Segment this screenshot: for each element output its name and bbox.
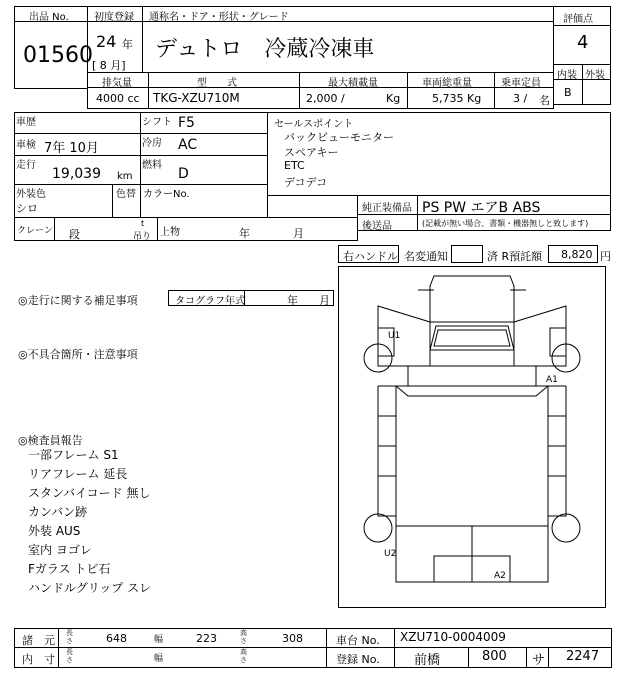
upper-year: 年 — [239, 227, 250, 240]
inspector-item: 一部フレーム S1 — [28, 448, 119, 462]
inner-height-label: 高さ — [240, 648, 247, 664]
width-label: 幅 — [154, 635, 164, 645]
first-reg-label: 初度登録 — [94, 12, 134, 23]
tacho-year: 年 — [287, 294, 298, 307]
ac-label: 冷房 — [142, 138, 162, 149]
ext-color-value: シロ — [16, 202, 38, 215]
inspector-item: リアフレーム 延長 — [28, 467, 128, 481]
roof-front-edge — [396, 386, 548, 396]
sales-points-box — [267, 112, 611, 196]
lot-no-label-cell — [14, 6, 88, 22]
capacity-cell — [494, 87, 554, 109]
body-right-side — [548, 386, 566, 516]
front-bumper — [408, 366, 536, 386]
fuel-value: D — [178, 166, 189, 182]
handle-value: 右ハンドル — [343, 250, 398, 263]
equipment-value: PS PW エアB ABS — [422, 200, 541, 216]
crane-lift: 吊り — [133, 232, 152, 242]
driving-notes-label: ◎走行に関する補足事項 — [18, 294, 138, 307]
capacity: 3 / — [513, 92, 528, 105]
gross-weight: 5,735 Kg — [432, 92, 482, 105]
mark-a2: A2 — [494, 571, 506, 581]
handle-box — [338, 245, 399, 263]
first-reg-month: [ 8 月] — [92, 59, 126, 72]
interior-label-cell — [553, 64, 583, 80]
left-panels — [378, 416, 396, 476]
upper-label: 上物 — [160, 227, 180, 238]
displacement-cell — [87, 87, 149, 109]
type-label: 型 式 — [197, 78, 237, 89]
ac-value: AC — [178, 137, 198, 153]
max-load: 2,000 / — [306, 92, 345, 105]
interior-label: 内装 — [557, 70, 577, 81]
documents-note: (記載が無い場合、書類・機器無しと致します) — [422, 219, 589, 228]
length-value: 648 — [106, 632, 127, 645]
cab-right-side — [514, 306, 566, 366]
displacement-label-cell — [87, 72, 149, 88]
reg-area: 前橋 — [414, 653, 441, 668]
sales-point-4: デコデコ — [284, 176, 328, 189]
tacho-month: 月 — [319, 294, 330, 307]
interior-grade: B — [564, 86, 572, 99]
inner-length-label: 長さ — [66, 648, 73, 664]
tacho-label: タコグラフ年式 — [175, 296, 245, 307]
width-value: 223 — [196, 632, 217, 645]
name-change-label: 名変通知 — [404, 250, 448, 263]
reg-number: 2247 — [566, 649, 600, 664]
lot-no-cell — [14, 21, 93, 89]
mark-u2: U2 — [384, 549, 397, 559]
gross-weight-cell — [407, 87, 495, 109]
sales-point-1: バックビューモニター — [284, 131, 394, 144]
fuel-label: 燃料 — [142, 160, 162, 171]
chassis-label: 車台 No. — [336, 634, 380, 647]
exterior-label: 外装 — [585, 70, 605, 81]
inspector-item: ハンドルグリップ スレ — [28, 581, 152, 595]
type-label-cell — [148, 72, 300, 88]
crane-tons: t — [141, 219, 145, 228]
equipment-label: 純正装備品 — [362, 203, 412, 214]
model-label: 通称名・ドア・形状・グレード — [149, 12, 289, 23]
reg-kana: サ — [532, 653, 546, 668]
first-reg-year-unit: 年 — [122, 38, 133, 51]
truck-diagram — [338, 266, 606, 608]
displacement-label: 排気量 — [102, 78, 132, 89]
sales-point-2: スペアキー — [284, 146, 339, 159]
capacity-label: 乗車定員 — [501, 78, 541, 89]
model-cell — [142, 21, 554, 73]
inspector-item: 室内 ヨゴレ — [28, 543, 92, 557]
recycle-amount: 8,820 — [561, 248, 593, 261]
displacement: 4000 cc — [96, 92, 140, 105]
inspector-item: 外装 AUS — [28, 524, 81, 538]
cab-left-side — [378, 306, 430, 366]
upper-month: 月 — [293, 227, 304, 240]
footer-frame — [14, 628, 612, 668]
history-label: 車歴 — [16, 117, 36, 128]
tacho-box — [168, 290, 334, 306]
grade: 4 — [577, 32, 589, 53]
max-load-cell — [299, 87, 408, 109]
inner-dims-label: 内 寸 — [22, 653, 55, 666]
defects-label: ◎不具合箇所・注意事項 — [18, 348, 138, 361]
crane-row — [14, 217, 358, 241]
lot-no: 01560 — [23, 43, 93, 68]
inspector-items — [28, 446, 151, 598]
height-label: 高さ — [240, 629, 247, 645]
name-change-box — [451, 245, 483, 263]
reg-class: 800 — [482, 649, 507, 664]
max-load-unit: Kg — [386, 92, 401, 105]
inspection-value: 7年 10月 — [44, 141, 99, 156]
model-name: デュトロ 冷蔵冷凍車 — [155, 37, 375, 62]
length-label: 長さ — [66, 629, 73, 645]
mileage-unit: km — [117, 171, 133, 182]
interior-grade-cell — [553, 79, 583, 105]
right-door — [550, 328, 566, 356]
inspector-item: スタンバイコード 無し — [28, 486, 151, 500]
grade-label-cell — [553, 6, 611, 26]
crane-steps: 段 — [69, 228, 80, 241]
ext-color-label: 外装色 — [16, 189, 46, 200]
detail-frame — [14, 112, 268, 218]
chassis-value: XZU710-0004009 — [400, 630, 506, 644]
dims-label: 諸 元 — [22, 634, 55, 647]
gross-weight-label: 車両総重量 — [422, 78, 472, 89]
documents-label: 後送品 — [362, 221, 392, 232]
rear-right-wheel — [552, 514, 580, 542]
capacity-label-cell — [494, 72, 554, 88]
exterior-label-cell — [582, 64, 611, 80]
mileage-value: 19,039 — [52, 166, 101, 182]
mark-a1: A1 — [546, 375, 558, 385]
shift-value: F5 — [178, 115, 195, 131]
inner-width-label: 幅 — [154, 654, 164, 664]
capacity-unit: 名 — [539, 94, 550, 107]
first-reg-cell — [87, 21, 143, 73]
model-label-cell — [142, 6, 554, 22]
first-reg-label-cell — [87, 6, 143, 22]
exterior-grade-cell — [582, 79, 611, 105]
right-panels — [548, 416, 566, 476]
lot-no-label: 出品 No. — [29, 12, 69, 23]
equipment-box — [357, 195, 611, 215]
cab-roof — [430, 276, 514, 322]
color-change-label: 色替 — [116, 189, 136, 200]
reg-label: 登録 No. — [336, 653, 380, 666]
inspector-label: ◎検査員報告 — [18, 434, 83, 447]
grade-cell — [553, 25, 611, 65]
sales-points-label: セールスポイント — [274, 119, 354, 130]
inspector-item: Fガラス トビ石 — [28, 562, 111, 576]
height-value: 308 — [282, 632, 303, 645]
color-code-label: カラーNo. — [143, 189, 190, 200]
max-load-label: 最大積載量 — [328, 78, 378, 89]
inspector-item: カンバン跡 — [28, 505, 88, 519]
rear-left-wheel — [364, 514, 392, 542]
grade-label: 評価点 — [563, 14, 593, 25]
type: TKG-XZU710M — [153, 91, 240, 105]
recycle-unit: 円 — [600, 250, 611, 263]
mark-u1: U1 — [388, 331, 401, 341]
recycle-label: 済 R預託額 — [487, 250, 543, 263]
crane-label: クレーン — [17, 226, 53, 236]
windshield-inner — [434, 330, 510, 346]
documents-box — [357, 214, 611, 231]
inspection-label: 車検 — [16, 140, 36, 151]
type-cell — [148, 87, 300, 109]
first-reg-year: 24 — [96, 32, 117, 51]
max-load-label-cell — [299, 72, 408, 88]
mileage-label: 走行 — [16, 160, 36, 171]
gross-weight-label-cell — [407, 72, 495, 88]
body-left-side — [378, 386, 396, 516]
shift-label: シフト — [142, 117, 172, 128]
recycle-box — [548, 245, 598, 263]
body-roof — [396, 386, 548, 526]
sales-point-3: ETC — [284, 159, 305, 172]
